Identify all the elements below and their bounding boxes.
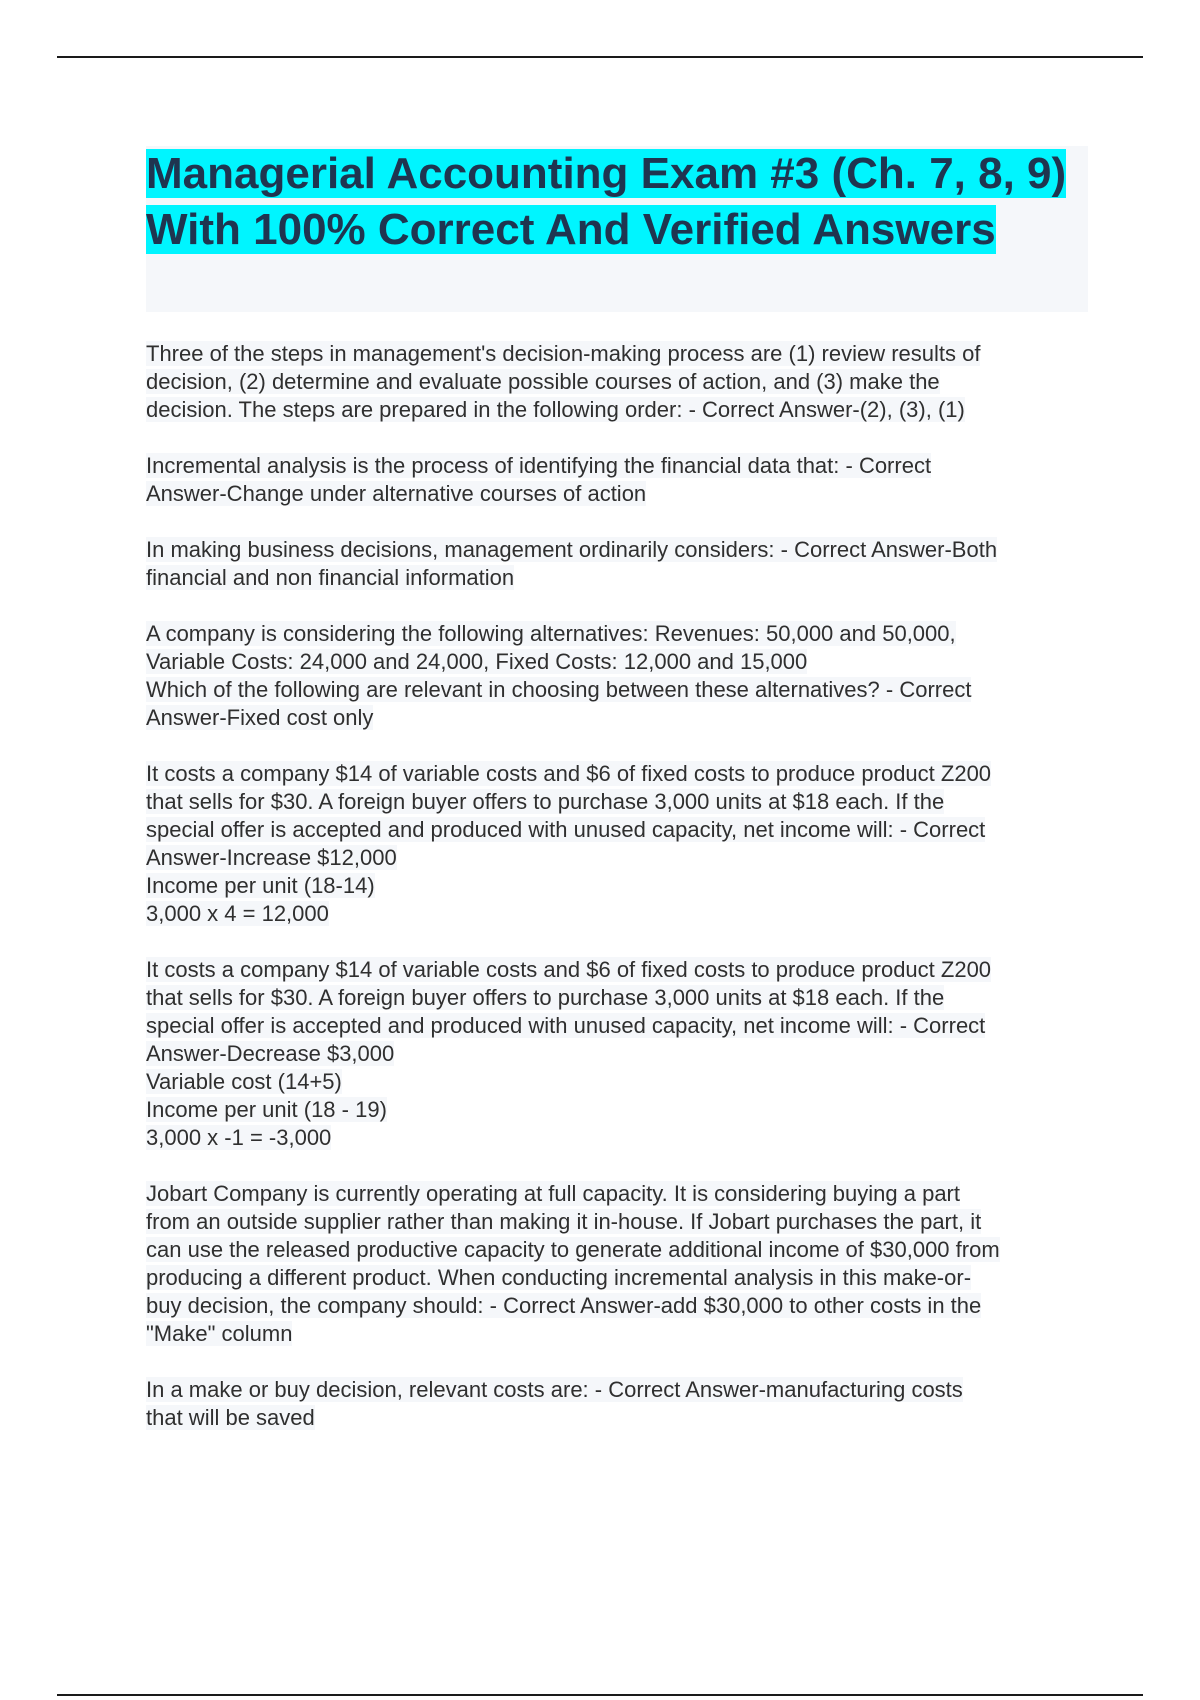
text-line-content: It costs a company $14 of variable costs and $6 of fixed costs to produce product Z200 xyxy=(146,957,992,982)
text-line-content: buy decision, the company should: - Correct Answer-add $30,000 to other costs in the xyxy=(146,1293,982,1318)
text-line xyxy=(146,760,1088,788)
text-line-content: decision, (2) determine and evaluate possible courses of action, and (3) make the xyxy=(146,369,940,394)
text-line xyxy=(146,1180,1088,1208)
text-line-content: 3,000 x -1 = -3,000 xyxy=(146,1125,332,1150)
text-line-content: Which of the following are relevant in choosing between these alternatives? - Correct xyxy=(146,677,972,702)
text-line xyxy=(146,1012,1088,1040)
text-line xyxy=(146,396,1088,424)
text-line-content: that will be saved xyxy=(146,1405,315,1430)
text-line xyxy=(146,1292,1088,1320)
text-line-content: In a make or buy decision, relevant costs are: - Correct Answer-manufacturing costs xyxy=(146,1377,963,1402)
text-line-content: Income per unit (18-14) xyxy=(146,873,375,898)
text-line xyxy=(146,1068,1088,1096)
text-line xyxy=(146,340,1088,368)
question-answer-item xyxy=(146,536,1088,592)
text-line-content: producing a different product. When conducting incremental analysis in this make-or- xyxy=(146,1265,972,1290)
text-line-content: Variable cost (14+5) xyxy=(146,1069,342,1094)
title-block xyxy=(146,146,1088,312)
question-answer-item xyxy=(146,340,1088,424)
text-line-content: special offer is accepted and produced with unused capacity, net income will: - Correct xyxy=(146,817,986,842)
text-line-content: decision. The steps are prepared in the following order: - Correct Answer-(2), (3), (1) xyxy=(146,397,965,422)
text-line xyxy=(146,788,1088,816)
text-line xyxy=(146,620,1088,648)
question-answer-item xyxy=(146,452,1088,508)
question-answer-item xyxy=(146,956,1088,1152)
text-line-content: Answer-Change under alternative courses of action xyxy=(146,481,647,506)
text-line-content: Three of the steps in management's decision-making process are (1) review results of xyxy=(146,341,981,366)
text-line xyxy=(146,1376,1088,1404)
text-line-content: A company is considering the following alternatives: Revenues: 50,000 and 50,000, xyxy=(146,621,956,646)
text-line-content: "Make" column xyxy=(146,1321,293,1346)
text-line-content: In making business decisions, management ordinarily considers: - Correct Answer-Both xyxy=(146,537,998,562)
text-line xyxy=(146,564,1088,592)
text-line xyxy=(146,956,1088,984)
text-line xyxy=(146,536,1088,564)
text-line xyxy=(146,704,1088,732)
text-line-content: can use the released productive capacity to generate additional income of $30,000 from xyxy=(146,1237,1000,1262)
question-answer-item xyxy=(146,1376,1088,1432)
text-line-content: 3,000 x 4 = 12,000 xyxy=(146,901,329,926)
text-line xyxy=(146,844,1088,872)
text-line xyxy=(146,1124,1088,1152)
text-line xyxy=(146,452,1088,480)
text-line xyxy=(146,368,1088,396)
text-line xyxy=(146,900,1088,928)
text-line-content: Jobart Company is currently operating at full capacity. It is considering buying a part xyxy=(146,1181,960,1206)
text-line xyxy=(146,676,1088,704)
text-line-content: Answer-Decrease $3,000 xyxy=(146,1041,395,1066)
text-line xyxy=(146,1208,1088,1236)
text-line-content: from an outside supplier rather than making it in-house. If Jobart purchases the part, it xyxy=(146,1209,982,1234)
text-line xyxy=(146,1040,1088,1068)
text-line xyxy=(146,1096,1088,1124)
text-line-content: special offer is accepted and produced with unused capacity, net income will: - Correct xyxy=(146,1013,986,1038)
text-line-content: Incremental analysis is the process of identifying the financial data that: - Correct xyxy=(146,453,932,478)
text-line xyxy=(146,1404,1088,1432)
document-title-text: Managerial Accounting Exam #3 (Ch. 7, 8, 9) With 100% Correct And Verified Answers xyxy=(146,149,1067,254)
question-answer-item xyxy=(146,1180,1088,1348)
document-body xyxy=(146,146,1088,1460)
question-answer-item xyxy=(146,760,1088,928)
text-line-content: financial and non financial information xyxy=(146,565,515,590)
text-line-content: that sells for $30. A foreign buyer offers to purchase 3,000 units at $18 each. If the xyxy=(146,985,945,1010)
text-line xyxy=(146,1236,1088,1264)
document-title xyxy=(146,146,1088,258)
text-line-content: Answer-Fixed cost only xyxy=(146,705,374,730)
text-line xyxy=(146,480,1088,508)
text-line xyxy=(146,984,1088,1012)
text-line xyxy=(146,1264,1088,1292)
text-line-content: that sells for $30. A foreign buyer offers to purchase 3,000 units at $18 each. If the xyxy=(146,789,945,814)
text-line xyxy=(146,648,1088,676)
text-line-content: It costs a company $14 of variable costs and $6 of fixed costs to produce product Z200 xyxy=(146,761,992,786)
text-line xyxy=(146,1320,1088,1348)
text-line-content: Income per unit (18 - 19) xyxy=(146,1097,387,1122)
text-line-content: Answer-Increase $12,000 xyxy=(146,845,397,870)
question-answer-item xyxy=(146,620,1088,732)
text-line xyxy=(146,872,1088,900)
text-line xyxy=(146,816,1088,844)
bottom-rule xyxy=(57,1694,1143,1696)
top-rule xyxy=(57,56,1143,58)
question-list xyxy=(146,340,1088,1432)
text-line-content: Variable Costs: 24,000 and 24,000, Fixed Costs: 12,000 and 15,000 xyxy=(146,649,808,674)
